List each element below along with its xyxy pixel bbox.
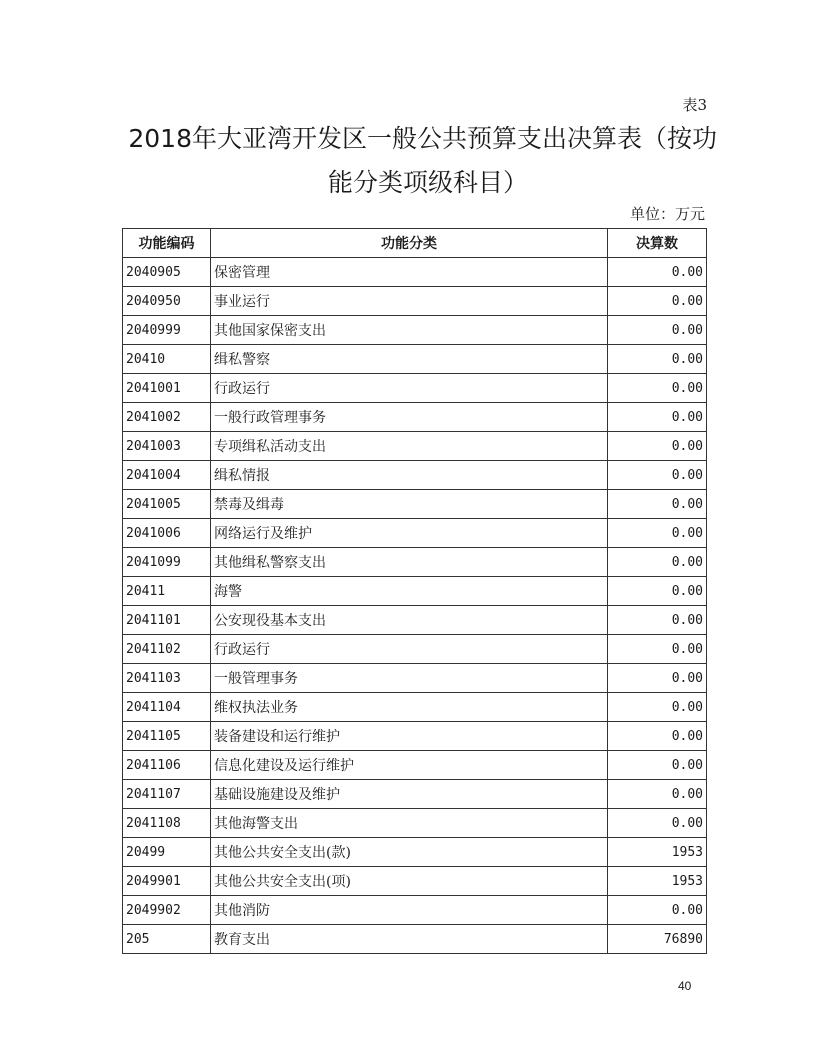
amount-cell: 0.00 <box>608 635 707 664</box>
table-row <box>123 316 707 345</box>
table-row <box>123 577 707 606</box>
amount-cell: 0.00 <box>608 345 707 374</box>
table-row <box>123 896 707 925</box>
amount-cell: 0.00 <box>608 258 707 287</box>
document-title-line-1: 2018年大亚湾开发区一般公共预算支出决算表（按功 <box>128 124 717 153</box>
table-row <box>123 635 707 664</box>
amount-cell: 0.00 <box>608 287 707 316</box>
amount-cell: 0.00 <box>608 432 707 461</box>
document-title-line-2: 能分类项级科目） <box>327 168 528 197</box>
table-row <box>123 606 707 635</box>
code-cell: 2041105 <box>123 722 211 751</box>
amount-cell: 0.00 <box>608 780 707 809</box>
table-row <box>123 751 707 780</box>
code-cell: 205 <box>123 925 211 954</box>
category-cell: 其他缉私警察支出 <box>211 548 608 577</box>
amount-cell: 0.00 <box>608 896 707 925</box>
category-cell: 缉私情报 <box>211 461 608 490</box>
category-cell: 其他海警支出 <box>211 809 608 838</box>
code-cell: 2041106 <box>123 751 211 780</box>
code-cell: 2041102 <box>123 635 211 664</box>
amount-cell: 0.00 <box>608 809 707 838</box>
table-row <box>123 287 707 316</box>
code-cell: 2041099 <box>123 548 211 577</box>
code-cell: 2041101 <box>123 606 211 635</box>
code-cell: 2041002 <box>123 403 211 432</box>
table-header-row <box>123 229 707 258</box>
code-cell: 2040999 <box>123 316 211 345</box>
amount-cell: 0.00 <box>608 548 707 577</box>
category-cell: 其他公共安全支出(项) <box>211 867 608 896</box>
header-category: 功能分类 <box>211 229 608 258</box>
table-row <box>123 548 707 577</box>
table-row <box>123 461 707 490</box>
code-cell: 2041003 <box>123 432 211 461</box>
category-cell: 其他国家保密支出 <box>211 316 608 345</box>
table-row <box>123 809 707 838</box>
category-cell: 公安现役基本支出 <box>211 606 608 635</box>
category-cell: 一般管理事务 <box>211 664 608 693</box>
code-cell: 2049901 <box>123 867 211 896</box>
category-cell: 教育支出 <box>211 925 608 954</box>
code-cell: 20411 <box>123 577 211 606</box>
amount-cell: 0.00 <box>608 606 707 635</box>
category-cell: 事业运行 <box>211 287 608 316</box>
category-cell: 基础设施建设及维护 <box>211 780 608 809</box>
header-amount: 决算数 <box>608 229 707 258</box>
category-cell: 网络运行及维护 <box>211 519 608 548</box>
unit-label: 单位：万元 <box>629 205 705 223</box>
code-cell: 2041004 <box>123 461 211 490</box>
amount-cell: 1953 <box>608 867 707 896</box>
table-row <box>123 780 707 809</box>
category-cell: 海警 <box>211 577 608 606</box>
amount-cell: 76890 <box>608 925 707 954</box>
code-cell: 2040905 <box>123 258 211 287</box>
table-row <box>123 374 707 403</box>
table-row <box>123 693 707 722</box>
code-cell: 2041001 <box>123 374 211 403</box>
category-cell: 一般行政管理事务 <box>211 403 608 432</box>
category-cell: 行政运行 <box>211 374 608 403</box>
code-cell: 2041108 <box>123 809 211 838</box>
table-row <box>123 490 707 519</box>
budget-table <box>122 228 707 954</box>
category-cell: 专项缉私活动支出 <box>211 432 608 461</box>
amount-cell: 0.00 <box>608 461 707 490</box>
amount-cell: 0.00 <box>608 693 707 722</box>
amount-cell: 1953 <box>608 838 707 867</box>
category-cell: 其他公共安全支出(款) <box>211 838 608 867</box>
table-row <box>123 345 707 374</box>
code-cell: 2049902 <box>123 896 211 925</box>
category-cell: 其他消防 <box>211 896 608 925</box>
amount-cell: 0.00 <box>608 490 707 519</box>
category-cell: 缉私警察 <box>211 345 608 374</box>
category-cell: 信息化建设及运行维护 <box>211 751 608 780</box>
table-row <box>123 722 707 751</box>
code-cell: 2041104 <box>123 693 211 722</box>
amount-cell: 0.00 <box>608 751 707 780</box>
amount-cell: 0.00 <box>608 519 707 548</box>
amount-cell: 0.00 <box>608 577 707 606</box>
category-cell: 维权执法业务 <box>211 693 608 722</box>
code-cell: 2041103 <box>123 664 211 693</box>
table-row <box>123 519 707 548</box>
code-cell: 2041107 <box>123 780 211 809</box>
table-row <box>123 867 707 896</box>
code-cell: 20499 <box>123 838 211 867</box>
amount-cell: 0.00 <box>608 316 707 345</box>
table-row <box>123 432 707 461</box>
code-cell: 20410 <box>123 345 211 374</box>
amount-cell: 0.00 <box>608 374 707 403</box>
table-row <box>123 925 707 954</box>
amount-cell: 0.00 <box>608 664 707 693</box>
category-cell: 禁毒及缉毒 <box>211 490 608 519</box>
header-code: 功能编码 <box>123 229 211 258</box>
table-number: 表3 <box>682 96 707 114</box>
table-row <box>123 838 707 867</box>
category-cell: 装备建设和运行维护 <box>211 722 608 751</box>
code-cell: 2041006 <box>123 519 211 548</box>
table-row <box>123 664 707 693</box>
category-cell: 保密管理 <box>211 258 608 287</box>
code-cell: 2041005 <box>123 490 211 519</box>
category-cell: 行政运行 <box>211 635 608 664</box>
table-row <box>123 403 707 432</box>
amount-cell: 0.00 <box>608 722 707 751</box>
code-cell: 2040950 <box>123 287 211 316</box>
amount-cell: 0.00 <box>608 403 707 432</box>
page-number: 40 <box>678 979 692 993</box>
table-row <box>123 258 707 287</box>
